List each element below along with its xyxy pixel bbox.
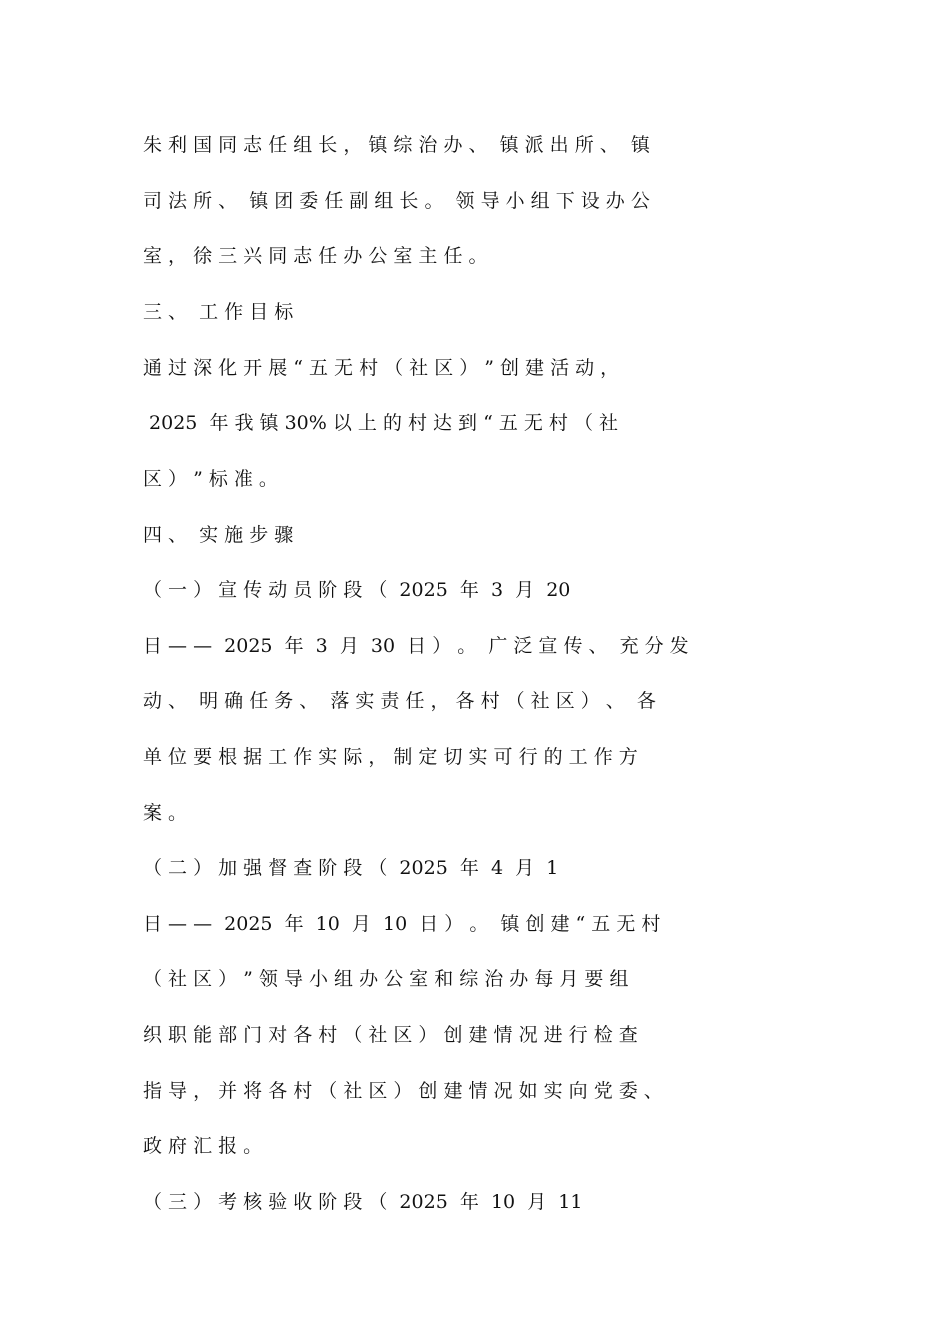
text-line: 指 导 ， 并 将 各 村 （ 社 区 ） 创 建 情 况 如 实 向 党 委 、 xyxy=(143,1080,663,1102)
text-line: 2025 年 我 镇 30% 以 上 的 村 达 到 “ 五 无 村 （ 社 xyxy=(143,412,619,434)
text-line: （ 社 区 ） ” 领 导 小 组 办 公 室 和 综 治 办 每 月 要 组 xyxy=(143,968,629,990)
text-line: 政 府 汇 报 。 xyxy=(143,1135,263,1157)
text-line: 司 法 所 、 镇 团 委 任 副 组 长 。 领 导 小 组 下 设 办 公 xyxy=(143,190,650,212)
text-line: 室 ， 徐 三 兴 同 志 任 办 公 室 主 任 。 xyxy=(143,245,488,267)
text-line: 案 。 xyxy=(143,802,188,824)
text-line: 单 位 要 根 据 工 作 实 际 ， 制 定 切 实 可 行 的 工 作 方 xyxy=(143,746,638,768)
subsection-heading: （ 三 ） 考 核 验 收 阶 段 （ 2025 年 10 月 11 xyxy=(143,1191,583,1213)
text-line: 通 过 深 化 开 展 “ 五 无 村 （ 社 区 ） ” 创 建 活 动 ， xyxy=(143,357,620,379)
subsection-heading: （ 一 ） 宣 传 动 员 阶 段 （ 2025 年 3 月 20 xyxy=(143,579,571,601)
text-line: 区 ） ” 标 准 。 xyxy=(143,468,278,490)
text-line: 朱 利 国 同 志 任 组 长 ， 镇 综 治 办 、 镇 派 出 所 、 镇 xyxy=(143,134,650,156)
subsection-heading: （ 二 ） 加 强 督 查 阶 段 （ 2025 年 4 月 1 xyxy=(143,857,559,879)
text-line: 动 、 明 确 任 务 、 落 实 责 任 ， 各 村 （ 社 区 ） 、 各 xyxy=(143,690,656,712)
text-line: 织 职 能 部 门 对 各 村 （ 社 区 ） 创 建 情 况 进 行 检 查 xyxy=(143,1024,638,1046)
section-heading: 三 、 工 作 目 标 xyxy=(143,301,294,323)
text-line: 日 — — 2025 年 10 月 10 日 ） 。 镇 创 建 “ 五 无 村 xyxy=(143,913,661,935)
section-heading: 四 、 实 施 步 骤 xyxy=(143,524,294,546)
text-line: 日 — — 2025 年 3 月 30 日 ） 。 广 泛 宣 传 、 充 分 发 xyxy=(143,635,689,657)
